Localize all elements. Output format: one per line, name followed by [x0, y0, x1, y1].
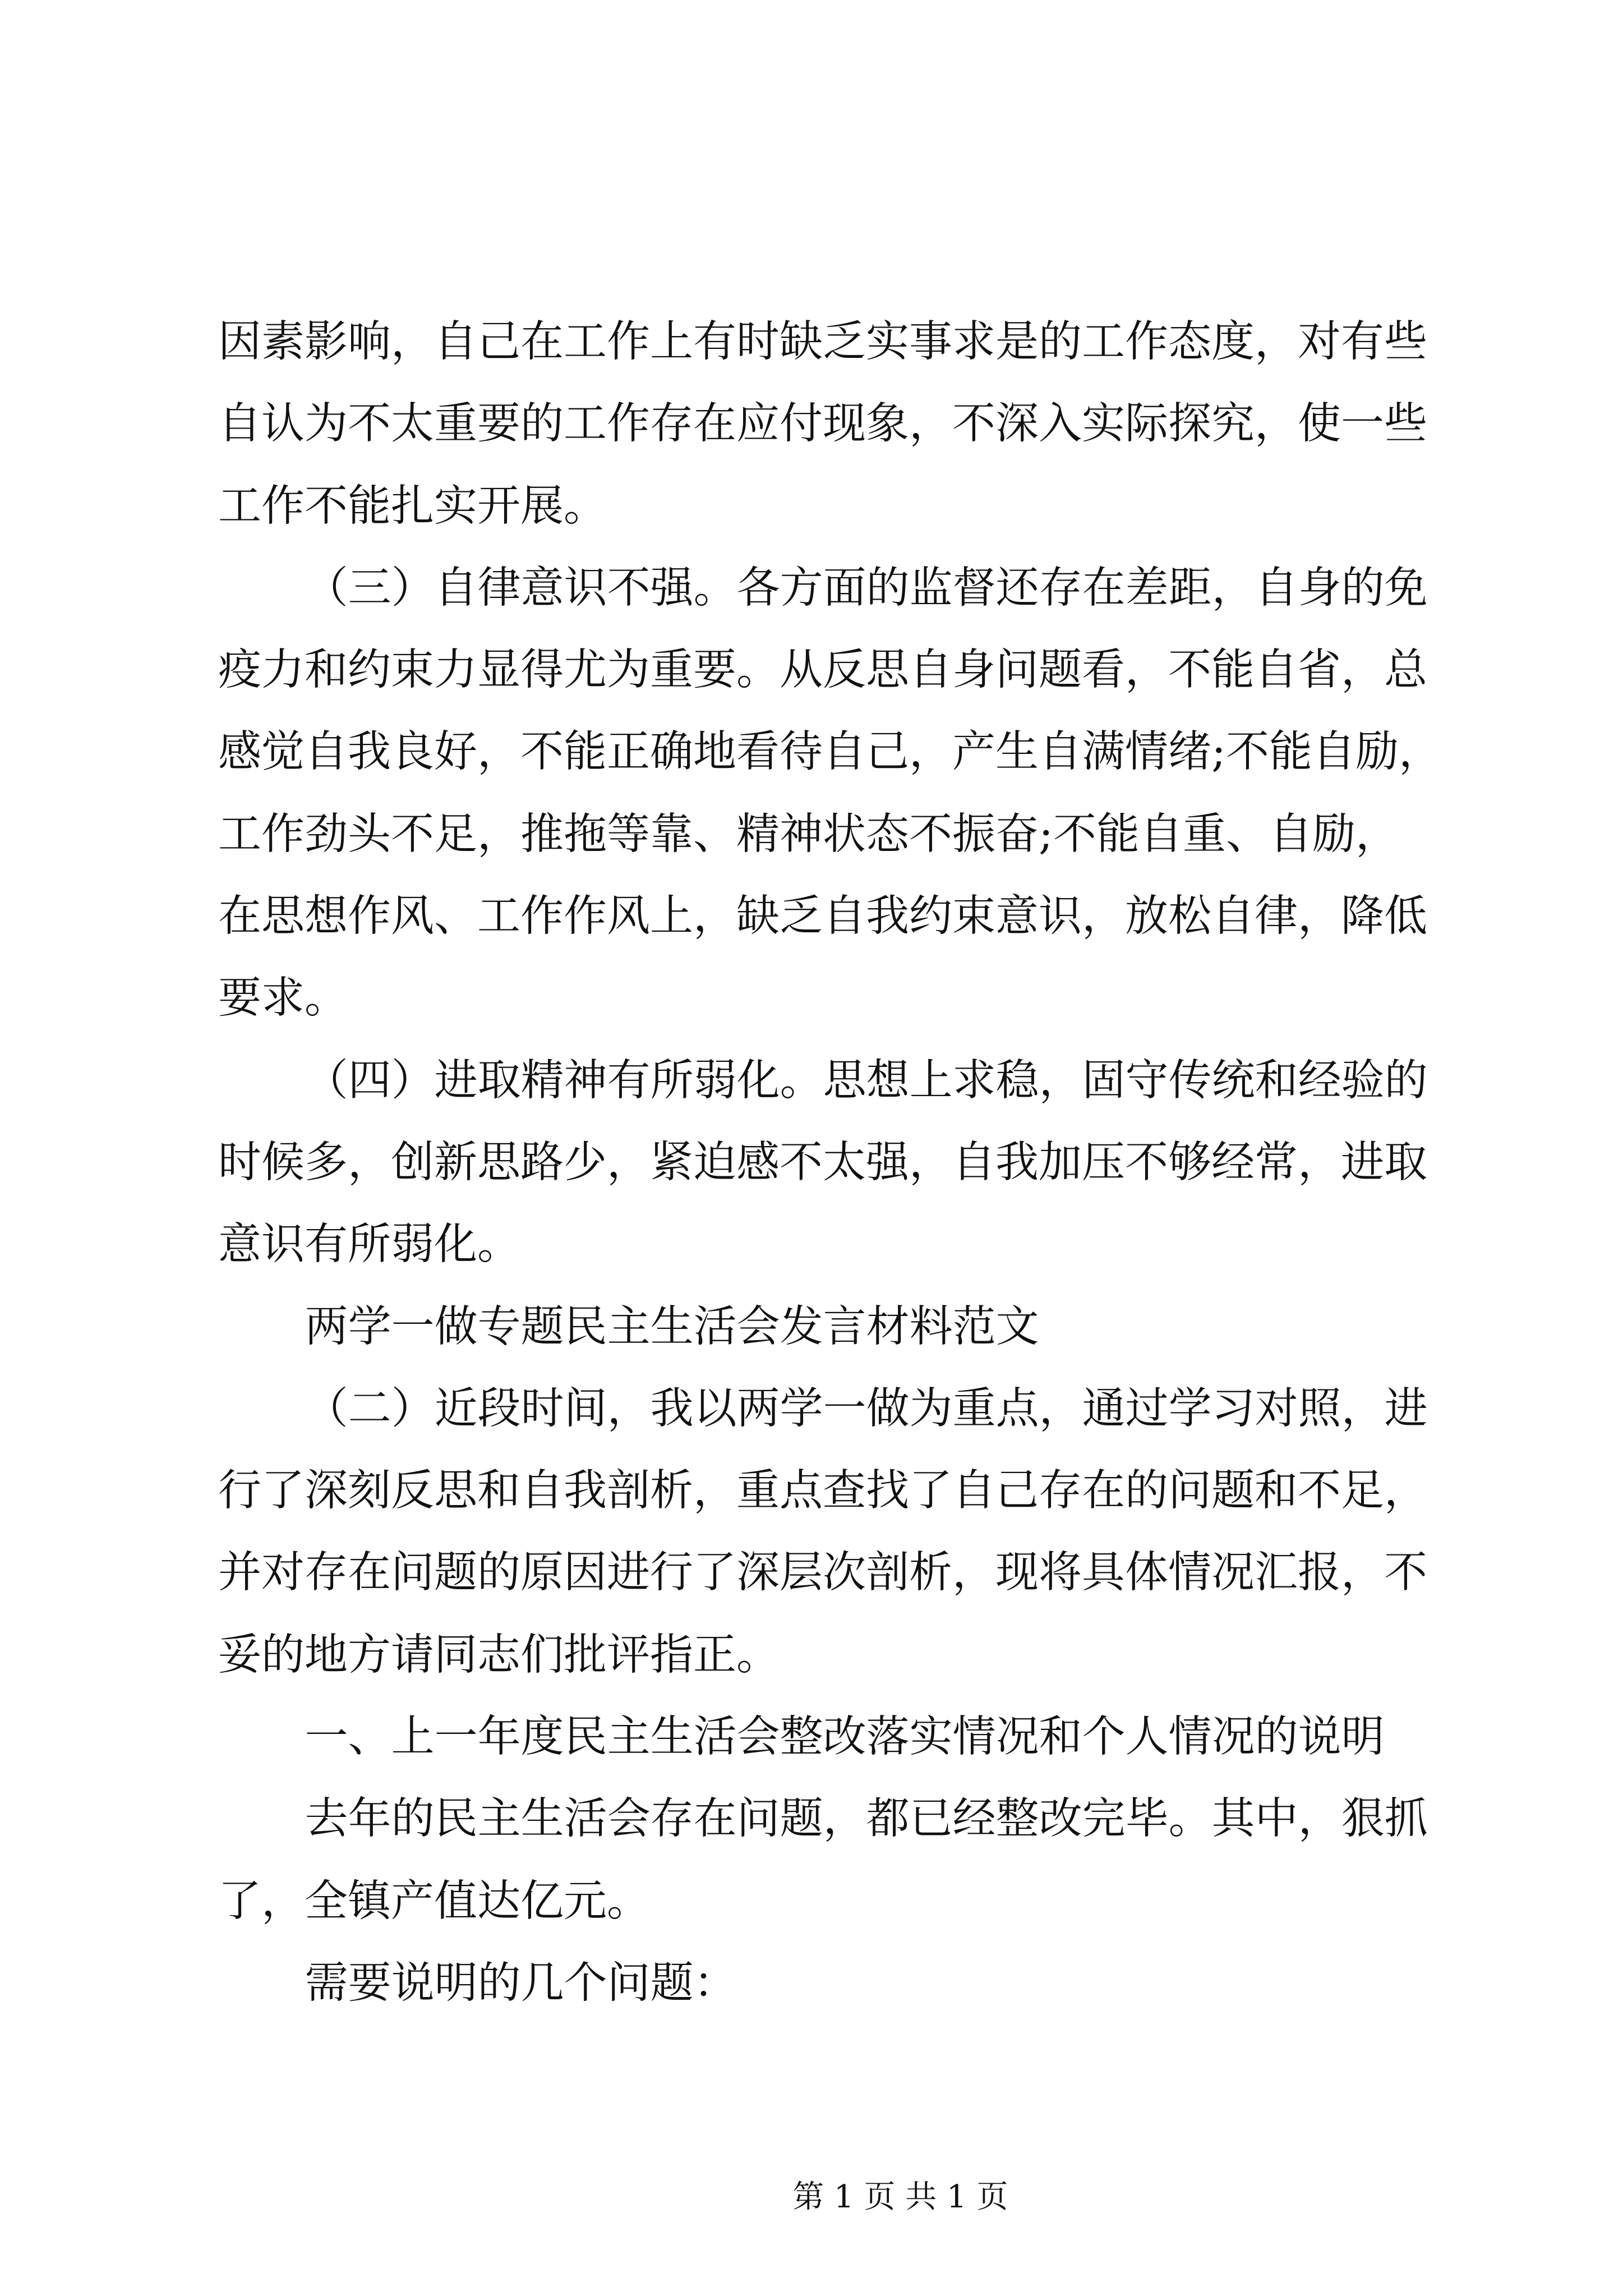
- page-footer: [753, 2138, 1008, 2215]
- heading-line: 一、上一年度民主生活会整改落实情况和个人情况的说明: [305, 1712, 1385, 1763]
- body-paragraph: [218, 1943, 1452, 2024]
- paragraph-line: 疫力和约束力显得尤为重要。从反思自身问题看，不能自省，总: [218, 645, 1427, 696]
- paragraph-line: 需要说明的几个问题：: [305, 1958, 737, 2008]
- paragraph-line: （二）近段时间，我以两学一做为重点，通过学习对照，进: [305, 1383, 1428, 1434]
- paragraph-line: 意识有所弱化。: [218, 1220, 520, 1270]
- page-number: 第 1 页 共 1 页: [792, 2179, 1008, 2215]
- body-paragraph: [218, 1040, 1452, 1286]
- heading-line: 两学一做专题民主生活会发言材料范文: [305, 1301, 1039, 1352]
- body-paragraph: [218, 301, 1452, 547]
- paragraph-line: 去年的民主生活会存在问题，都已经整改完毕。其中，狠抓: [305, 1794, 1428, 1844]
- paragraph-line: 并对存在问题的原因进行了深层次剖析，现将具体情况汇报，不: [218, 1548, 1427, 1598]
- paragraph-line: 行了深刻反思和自我剖析，重点查找了自己存在的问题和不足，: [218, 1466, 1427, 1516]
- paragraph-line: 妥的地方请同志们批评指正。: [218, 1630, 780, 1680]
- paragraph-line: 因素影响，自己在工作上有时缺乏实事求是的工作态度，对有些: [218, 317, 1427, 367]
- paragraph-line: 时候多，创新思路少，紧迫感不太强，自我加压不够经常，进取: [218, 1137, 1427, 1188]
- paragraph-line: （四）进取精神有所弱化。思想上求稳，固守传统和经验的: [305, 1055, 1428, 1106]
- paragraph-line: 工作不能扎实开展。: [218, 481, 607, 531]
- paragraph-line: 感觉自我良好，不能正确地看待自己，产生自满情绪;不能自励，: [218, 727, 1442, 777]
- article-heading: [218, 1286, 1452, 1368]
- body-paragraph: [218, 547, 1452, 1040]
- section-heading: [218, 1696, 1452, 1778]
- paragraph-line: （三）自律意识不强。各方面的监督还存在差距，自身的免: [305, 563, 1428, 613]
- body-paragraph: [218, 1778, 1452, 1943]
- body-paragraph: [218, 1368, 1452, 1696]
- paragraph-line: 自认为不太重要的工作存在应付现象，不深入实际探究，使一些: [218, 399, 1427, 449]
- paragraph-line: 了，全镇产值达亿元。: [218, 1876, 650, 1926]
- document-body: [218, 301, 1452, 2024]
- paragraph-line: 在思想作风、工作作风上，缺乏自我约束意识，放松自律，降低: [218, 891, 1427, 942]
- paragraph-line: 工作劲头不足，推拖等靠、精神状态不振奋;不能自重、自励，: [218, 809, 1399, 859]
- paragraph-line: 要求。: [218, 973, 348, 1024]
